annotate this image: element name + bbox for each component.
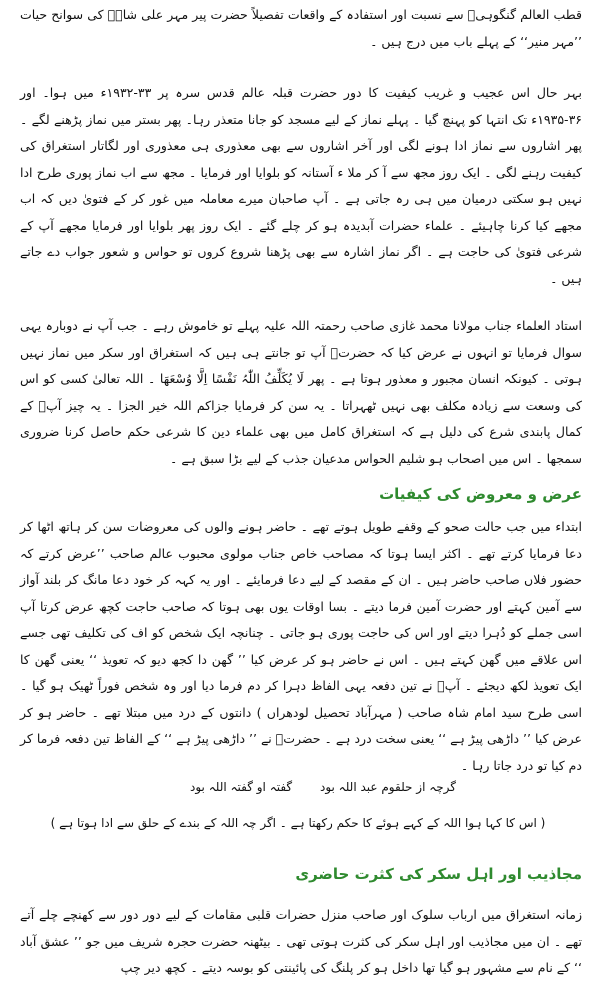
paragraph-istighraq-period: بہر حال اس عجیب و غریب کیفیت کا دور حضرت قبلہ عالم قدس سرہ پر ۳۳-۱۹۳۲ء میں ہوا۔ اور ۳۶-۱۹۳۵ء تک انتہا کو پہنچ گیا ۔ پہلے نماز کے لیے مسجد کو جانا متعذر رہا۔ پھر بستر میں نماز پڑھنے لگے ۔ پھر اشاروں سے نماز ادا ہونے لگی اور آخر اشاروں سے بھی معذوری ہی معذوری اور لگاتار استغراق کی کیفیت رہنے لگی ۔ ایک روز مجھ سے آ کر ملا ء آستانہ کو بلوایا اور فرمایا ۔ مجھ سے اب نماز پوری طرح ادا نہیں ہو سکتی درمیان میں ہی رہ جاتی ہے ۔ آپ صاحبان میرے معاملہ میں غور کر کے فتویٰ دیں کہ اب مجھے کیا کرنا چاہیئے ۔ علماء حضرات آبدیدہ ہو کر چلے گئے ۔ ایک روز پھر بلوایا اور فرمایا مجھے آپ کے شرعی فتویٰ کی حاجت ہے ۔ اگر نماز اشارہ سے بھی پڑھنا شروع کروں تو حواس و شعور جواب دے جاتے ہیں ۔ — [20, 85, 583, 286]
paragraph-early-prayers: ابتداء میں جب حالت صحو کے وقفے طویل ہوتے تھے ۔ حاضر ہونے والوں کی معروضات سن کر ہاتھ اٹھا کر دعا فرمایا کرتے تھے ۔ اکثر ایسا ہوتا کہ مصاحب خاص جناب مولوی محبوب عالم صاحب ’’عرض کرتے کہ حضور فلاں صاحب حاضر ہیں ۔ ان کے مقصد کے لیے دعا فرمایئے ۔ اور یہ کہہ کر خود دعا مانگ کر بلند آواز سے آمین کہتے اور حضرت آمین فرما دیتے ۔ بسا اوقات یوں بھی ہوتا کہ صاحب حاجت کچھ عرض کرتا آپ اسی جملے کو دُہرا دیتے اور اس کی حاجت پوری ہو جاتی ۔ چنانچہ ایک شخص کو اف کی تکلیف تھی جسے اس علاقے میں گھن کہتے ہیں ۔ اس نے حاضر ہو کر عرض کیا ’’ گھن دا کجھ دیو کہ تعویذ ‘‘ یعنی گھن کا ایک تعویذ لکھ دیجئے ۔ آپؒ نے تین دفعہ یہی الفاظ دہرا کر دم فرما دیا اور وہ شخص فوراً ٹھیک ہو گیا ۔ اسی طرح سید امام شاہ صاحب ( مہرآباد تحصیل لودھراں ) دانتوں کے درد میں مبتلا تھے ۔ حاضر ہو کر عرض کیا ’’ داڑھی پیڑ ہے ‘‘ یعنی سخت درد ہے ۔ حضرتؒ نے ’’ داڑھی پیڑ ہے ‘‘ کے الفاظ تین دفعہ فرما کر دم کیا تو درد جاتا رہا ۔ — [20, 519, 582, 773]
persian-verse-first-hemistich: گرچہ از حلقوم عبد اللہ بود — [319, 780, 456, 794]
paragraph-ustad-ul-ulama: استاد العلماء جناب مولانا محمد غازی صاحب رحمتہ اللہ علیہ پہلے تو خاموش رہے ۔ جب آپ نے دوبارہ یہی سوال فرمایا تو انہوں نے عرض کیا کہ حضرتؒ آپ تو جانتے ہی ہیں کہ استغراق اور سکر میں نماز نہیں ہوتی ۔ کیونکہ انسان مجبور و معذور ہوتا ہے ۔ پھر لَا یُکَلِّفُ اللّٰہُ نَفْسًا اِلَّا وُسْعَھَا ۔ اللہ تعالیٰ کسی کو اس کی وسعت سے زیادہ مکلف بھی نہیں ٹھہراتا ۔ یہ سن کر فرمایا جزاکم اللہ خیر الجزا ۔ یہ چیز آپؒ کے کمال پابندی شرع کی دلیل ہے کہ استغراق کامل میں بھی علماء دین کا شرعی حکم حاصل کرنا ضروری سمجھا ۔ اس میں اصحاب ہو شلیم الحواس مدعیان جذب کے لیے بڑا سبق ہے ۔ — [20, 318, 582, 466]
section-heading-arz-o-maruz: عرض و معروض کی کیفیات — [379, 485, 582, 503]
section-heading-majazeeb: مجاذیب اور اہل سکر کی کثرت حاضری — [295, 865, 582, 883]
paragraph-majazeeb-visits: زمانہ استغراق میں ارباب سلوک اور صاحب منزل حضرات قلبی مقامات کے لیے دور دور سے کھنچے چلے آتے تھے ۔ ان میں مجاذیب اور اہل سکر کی کثرت ہوتی تھی ۔ بیٹھنہ حضرت حجرہ شریف میں جو ’’ عشق آباد ‘‘ کے نام سے مشہور ہو گیا تھا داخل ہو کر پلنگ کی پائینتی کو بوسہ دیتے ۔ کچھ دیر چپ — [20, 907, 582, 975]
paragraph-gangohi-reference: قطب العالم گنگوہیؒ سے نسبت اور استفادہ کے واقعات تفصیلاً حضرت پیر مہر علی شاہؒ کی سوانح حیات ’’مہر منیر‘‘ کے پہلے باب میں درج ہیں ۔ — [20, 7, 582, 49]
verse-translation-note: ( اس کا کہا ہوا اللہ کے کہے ہوئے کا حکم رکھتا ہے ۔ اگر چہ اللہ کے بندے کے حلق سے ادا ہوتا ہے ) — [50, 816, 546, 830]
persian-verse-second-hemistich: گفتہ او گفتہ اللہ بود — [190, 780, 293, 794]
